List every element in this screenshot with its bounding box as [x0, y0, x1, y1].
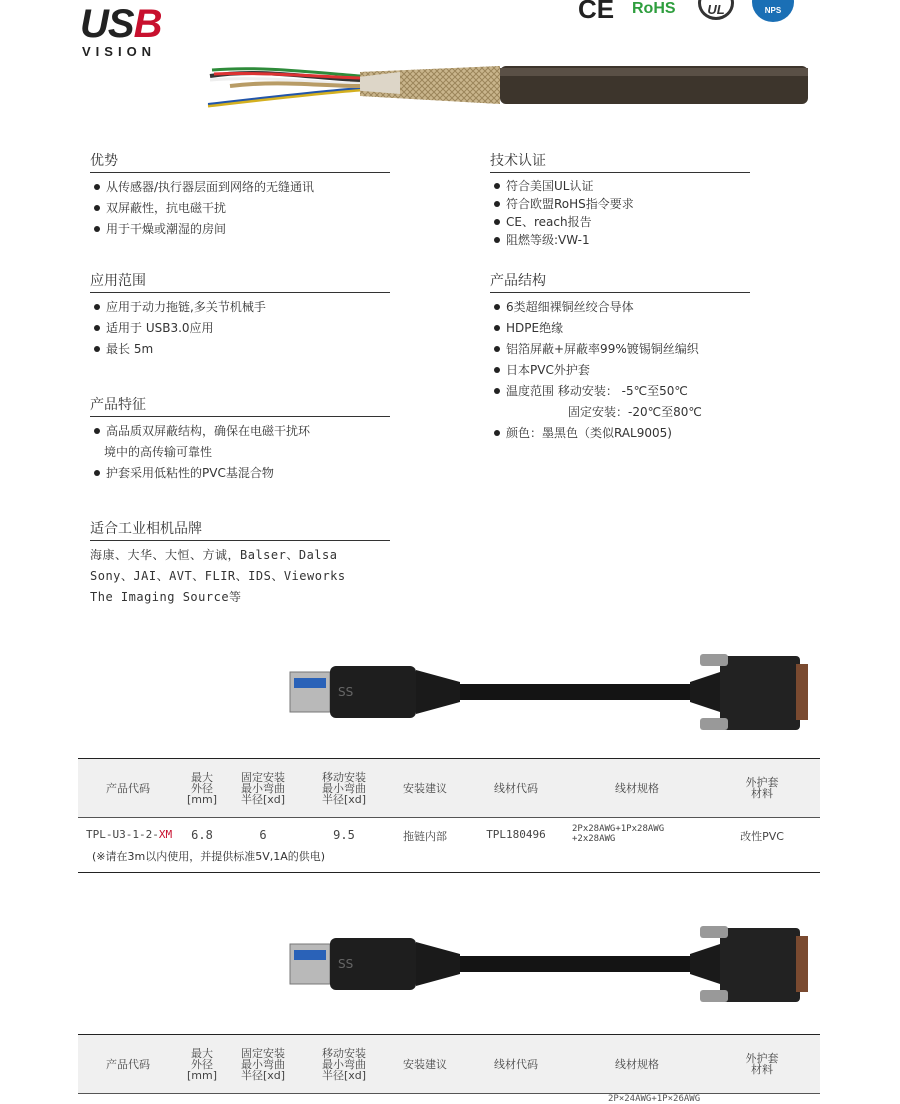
table-note-row — [78, 846, 820, 873]
certification-title: 技术认证 — [490, 150, 750, 173]
cable-code: TPL180496 — [486, 828, 546, 841]
col-header: 产品代码 — [106, 1057, 150, 1071]
list-item: 日本PVC外护套 — [490, 360, 750, 381]
bullet-icon — [94, 205, 100, 211]
temperature-fixed: 固定安装：-20℃至80℃ — [568, 405, 702, 419]
brands-section — [90, 518, 390, 608]
bullet-icon — [494, 237, 500, 243]
nps-mark-icon: NPS — [752, 0, 794, 22]
cable-cross-section-image — [200, 56, 812, 116]
bullet-icon — [494, 219, 500, 225]
list-item: CE、reach报告 — [490, 213, 750, 231]
col-header: 线材规格 — [615, 781, 659, 795]
cable-spec-partial: 2P×24AWG+1P×26AWG — [608, 1094, 701, 1104]
brands-title: 适合工业相机品牌 — [90, 518, 390, 541]
list-item: 高品质双屏蔽结构，确保在电磁干扰环 — [90, 421, 390, 442]
list-item: 从传感器/执行器层面到网络的无缝通讯 — [90, 177, 390, 198]
col-header: 外护套 材料 — [745, 1052, 779, 1076]
list-item: 双屏蔽性，抗电磁干扰 — [90, 198, 390, 219]
bullet-icon — [94, 304, 100, 310]
bullet-icon — [494, 430, 500, 436]
bullet-icon — [494, 367, 500, 373]
col-header: 最大 外径 [mm] — [186, 770, 217, 806]
bullet-icon — [94, 226, 100, 232]
bullet-icon — [494, 388, 500, 394]
list-item: 应用于动力拖链,多关节机械手 — [90, 297, 390, 318]
advantages-title: 优势 — [90, 150, 390, 173]
ce-mark-icon: CE — [578, 0, 615, 24]
bullet-icon — [94, 346, 100, 352]
col-header: 最大 外径 [mm] — [186, 1046, 217, 1082]
brand-line: The Imaging Source等 — [90, 590, 242, 604]
col-header: 线材规格 — [615, 1057, 659, 1071]
col-header: 线材代码 — [494, 1057, 538, 1071]
structure-title: 产品结构 — [490, 270, 750, 293]
list-item: 符合美国UL认证 — [490, 177, 750, 195]
application-section — [90, 270, 390, 360]
list-item: HDPE绝缘 — [490, 318, 750, 339]
vision-logo-text: VISION — [82, 44, 157, 59]
structure-section — [490, 270, 750, 444]
col-header: 产品代码 — [106, 781, 150, 795]
list-item: 阻燃等级:VW-1 — [490, 231, 750, 249]
col-header: 固定安装 最小弯曲 半径[xd] — [240, 1046, 286, 1082]
bullet-icon — [494, 201, 500, 207]
col-header: 移动安装 最小弯曲 半径[xd] — [321, 1046, 367, 1082]
install-advice: 拖链内部 — [403, 830, 447, 843]
jacket-material: 改性PVC — [740, 830, 784, 843]
list-item: 6类超细裸铜丝绞合导体 — [490, 297, 750, 318]
col-header: 安装建议 — [403, 781, 447, 795]
bullet-icon — [494, 183, 500, 189]
list-item: 颜色：墨黑色（类似RAL9005) — [490, 423, 750, 444]
list-item: 符合欧盟RoHS指令要求 — [490, 195, 750, 213]
list-item: 温度范围 移动安装： -5℃至50℃ — [490, 381, 750, 402]
product-code: TPL-U3-1-2-XM — [86, 828, 173, 841]
bullet-icon — [94, 325, 100, 331]
features-section — [90, 394, 390, 484]
list-item: 适用于 USB3.0应用 — [90, 318, 390, 339]
bullet-icon — [494, 346, 500, 352]
bullet-icon — [494, 325, 500, 331]
list-item: 最长 5m — [90, 339, 390, 360]
bullet-icon — [94, 184, 100, 190]
brand-line: Sony、JAI、AVT、FLIR、IDS、Vieworks — [90, 569, 346, 583]
svg-text:SS: SS — [338, 685, 354, 699]
fixed-bend-radius: 6 — [259, 828, 267, 842]
spec-table-1 — [78, 758, 820, 873]
advantages-section — [90, 150, 390, 240]
table-row — [78, 818, 820, 847]
col-header: 安装建议 — [403, 1057, 447, 1071]
features-title: 产品特征 — [90, 394, 390, 417]
spec-table-2 — [78, 1034, 820, 1094]
col-header: 固定安装 最小弯曲 半径[xd] — [240, 770, 286, 806]
list-item-continuation: 境中的高传输可靠性 — [104, 445, 213, 459]
max-diameter: 6.8 — [191, 828, 213, 842]
list-item: 护套采用低粘性的PVC基混合物 — [90, 463, 390, 484]
list-item: 用于干燥或潮湿的房间 — [90, 219, 390, 240]
cable-spec: 2Px28AWG+1Px28AWG +2x28AWG — [572, 824, 665, 844]
rohs-mark-icon: RoHS — [632, 0, 676, 17]
ul-mark-icon: UL — [698, 0, 734, 20]
col-header: 移动安装 最小弯曲 半径[xd] — [321, 770, 367, 806]
bullet-icon — [94, 428, 100, 434]
col-header: 外护套 材料 — [745, 776, 779, 800]
col-header: 线材代码 — [494, 781, 538, 795]
brand-line: 海康、大华、大恒、方诚，Balser、Dalsa — [90, 548, 338, 562]
moving-bend-radius: 9.5 — [333, 828, 355, 842]
list-item: 铝箔屏蔽+屏蔽率99%镀锡铜丝编织 — [490, 339, 750, 360]
svg-text:SS: SS — [338, 957, 354, 971]
application-title: 应用范围 — [90, 270, 390, 293]
bullet-icon — [494, 304, 500, 310]
bullet-icon — [94, 470, 100, 476]
certification-section — [490, 150, 750, 249]
table-note: (※请在3m以内使用，并提供标准5V,1A的供电) — [92, 850, 326, 863]
usb-cable-image — [280, 648, 820, 742]
usb3-vision-logo: USB — [80, 2, 162, 46]
usb-cable-image-2 — [280, 920, 820, 1014]
